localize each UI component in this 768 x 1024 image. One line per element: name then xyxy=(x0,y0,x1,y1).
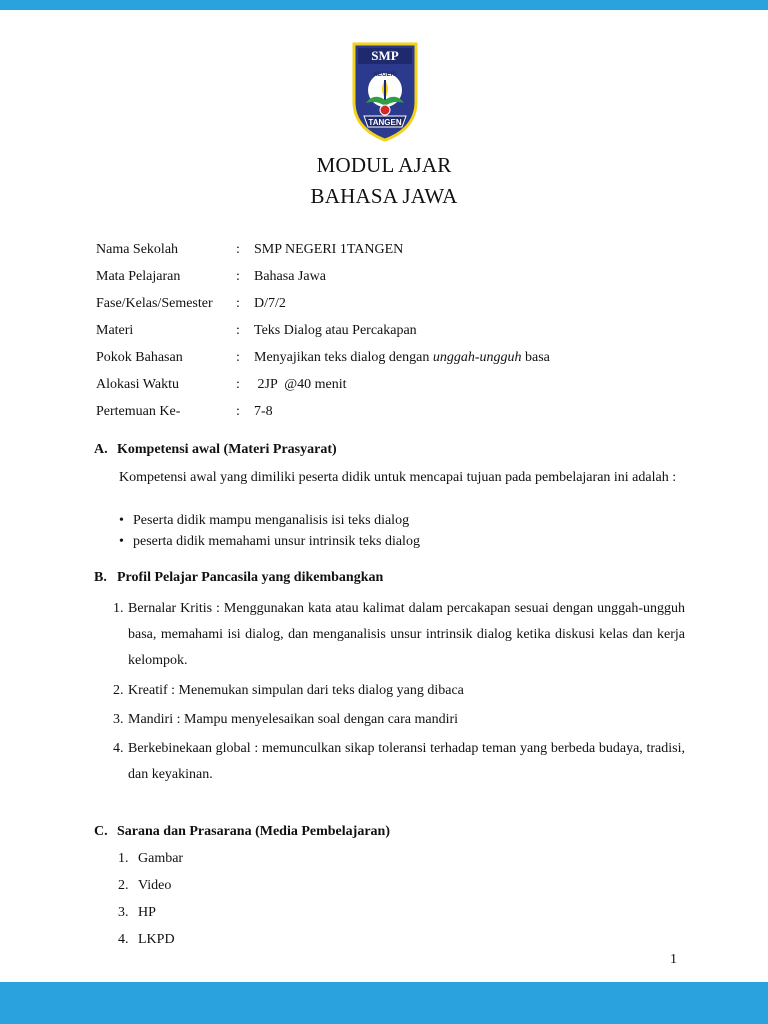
info-value-pre: Menyajikan teks dialog dengan xyxy=(254,350,433,365)
section-letter: C. xyxy=(94,824,108,839)
info-value xyxy=(254,346,550,370)
section-letter: A. xyxy=(94,442,108,457)
list-number: 2. xyxy=(118,878,129,893)
section-a-bullet xyxy=(119,532,420,552)
info-label: Pokok Bahasan xyxy=(96,350,183,365)
title-line-2: BAHASA JAWA xyxy=(310,184,458,208)
section-c-heading xyxy=(94,824,390,840)
list-number: 4. xyxy=(113,741,124,756)
bullet-dot: • xyxy=(119,534,124,549)
info-colon: : xyxy=(236,296,240,311)
bottom-accent-bar xyxy=(0,982,768,1024)
page-number: 1 xyxy=(670,952,677,967)
bullet-text: Peserta didik mampu menganalisis isi teks dialog xyxy=(133,513,410,528)
info-value: Teks Dialog atau Percakapan xyxy=(254,323,417,338)
logo-bottom-text: TANGEN xyxy=(368,118,402,127)
info-colon: : xyxy=(236,404,240,419)
list-text: Berkebinekaan global : memunculkan sikap toleransi terhadap teman yang berbeda budaya, tradisi, dan keyakinan. xyxy=(128,741,685,782)
title-line-1: MODUL AJAR xyxy=(316,153,452,177)
info-label: Mata Pelajaran xyxy=(96,269,181,284)
list-item xyxy=(118,849,183,869)
list-text: Video xyxy=(138,878,172,893)
logo-arc-text: NEGERI xyxy=(373,72,397,78)
section-a-paragraph: Kompetensi awal yang dimiliki peserta didik untuk mencapai tujuan pada pembelajaran ini adalah : xyxy=(119,470,677,485)
list-number: 3. xyxy=(113,712,124,727)
list-number: 2. xyxy=(113,683,124,698)
list-number: 4. xyxy=(118,932,129,947)
bullet-dot: • xyxy=(119,513,124,528)
info-colon: : xyxy=(236,269,240,284)
section-title: Sarana dan Prasarana (Media Pembelajaran) xyxy=(117,824,390,839)
list-text: Kreatif : Menemukan simpulan dari teks dialog yang dibaca xyxy=(128,683,464,698)
list-text: Gambar xyxy=(138,851,184,866)
info-value-italic: unggah-ungguh xyxy=(432,350,522,365)
info-label: Nama Sekolah xyxy=(96,242,179,257)
top-accent-bar xyxy=(0,0,768,10)
section-a-heading xyxy=(94,442,337,458)
info-label: Pertemuan Ke- xyxy=(96,404,181,419)
list-item xyxy=(113,707,685,733)
info-label: Materi xyxy=(96,323,134,338)
info-label: Fase/Kelas/Semester xyxy=(96,296,213,311)
info-value: 2JP @40 menit xyxy=(254,377,347,392)
list-item xyxy=(118,876,171,896)
info-colon: : xyxy=(236,350,240,365)
list-number: 1. xyxy=(113,601,124,616)
section-b-heading xyxy=(94,570,383,586)
list-item xyxy=(118,903,156,923)
bullet-text: peserta didik memahami unsur intrinsik teks dialog xyxy=(133,534,420,549)
info-colon: : xyxy=(236,323,240,338)
list-item xyxy=(118,930,175,950)
list-number: 1. xyxy=(118,851,129,866)
info-value: D/7/2 xyxy=(254,296,286,311)
section-title: Profil Pelajar Pancasila yang dikembangkan xyxy=(117,570,384,585)
info-colon: : xyxy=(236,242,240,257)
list-item xyxy=(113,678,685,704)
list-text: HP xyxy=(138,905,156,920)
list-number: 3. xyxy=(118,905,129,920)
list-text: Mandiri : Mampu menyelesaikan soal dengan cara mandiri xyxy=(128,712,459,727)
list-text: LKPD xyxy=(138,932,175,947)
info-value: SMP NEGERI 1TANGEN xyxy=(254,242,404,257)
info-label: Alokasi Waktu xyxy=(96,377,179,392)
info-value-post: basa xyxy=(521,350,550,365)
info-value: 7-8 xyxy=(254,404,273,419)
section-a-bullet xyxy=(119,511,409,531)
info-colon: : xyxy=(236,377,240,392)
section-title: Kompetensi awal (Materi Prasyarat) xyxy=(117,442,337,457)
list-item xyxy=(113,596,685,674)
section-letter: B. xyxy=(94,570,107,585)
school-logo xyxy=(350,40,420,142)
list-text: Bernalar Kritis : Menggunakan kata atau kalimat dalam percakapan sesuai dengan unggah-ungguh basa, memahami isi dialog, dan menganalisis unsur intrinsik dialog ketika diskusi kelas dan kerja kelompok. xyxy=(128,601,685,668)
logo-top-text: SMP xyxy=(371,48,399,63)
info-value: Bahasa Jawa xyxy=(254,269,326,284)
list-item xyxy=(113,736,685,788)
